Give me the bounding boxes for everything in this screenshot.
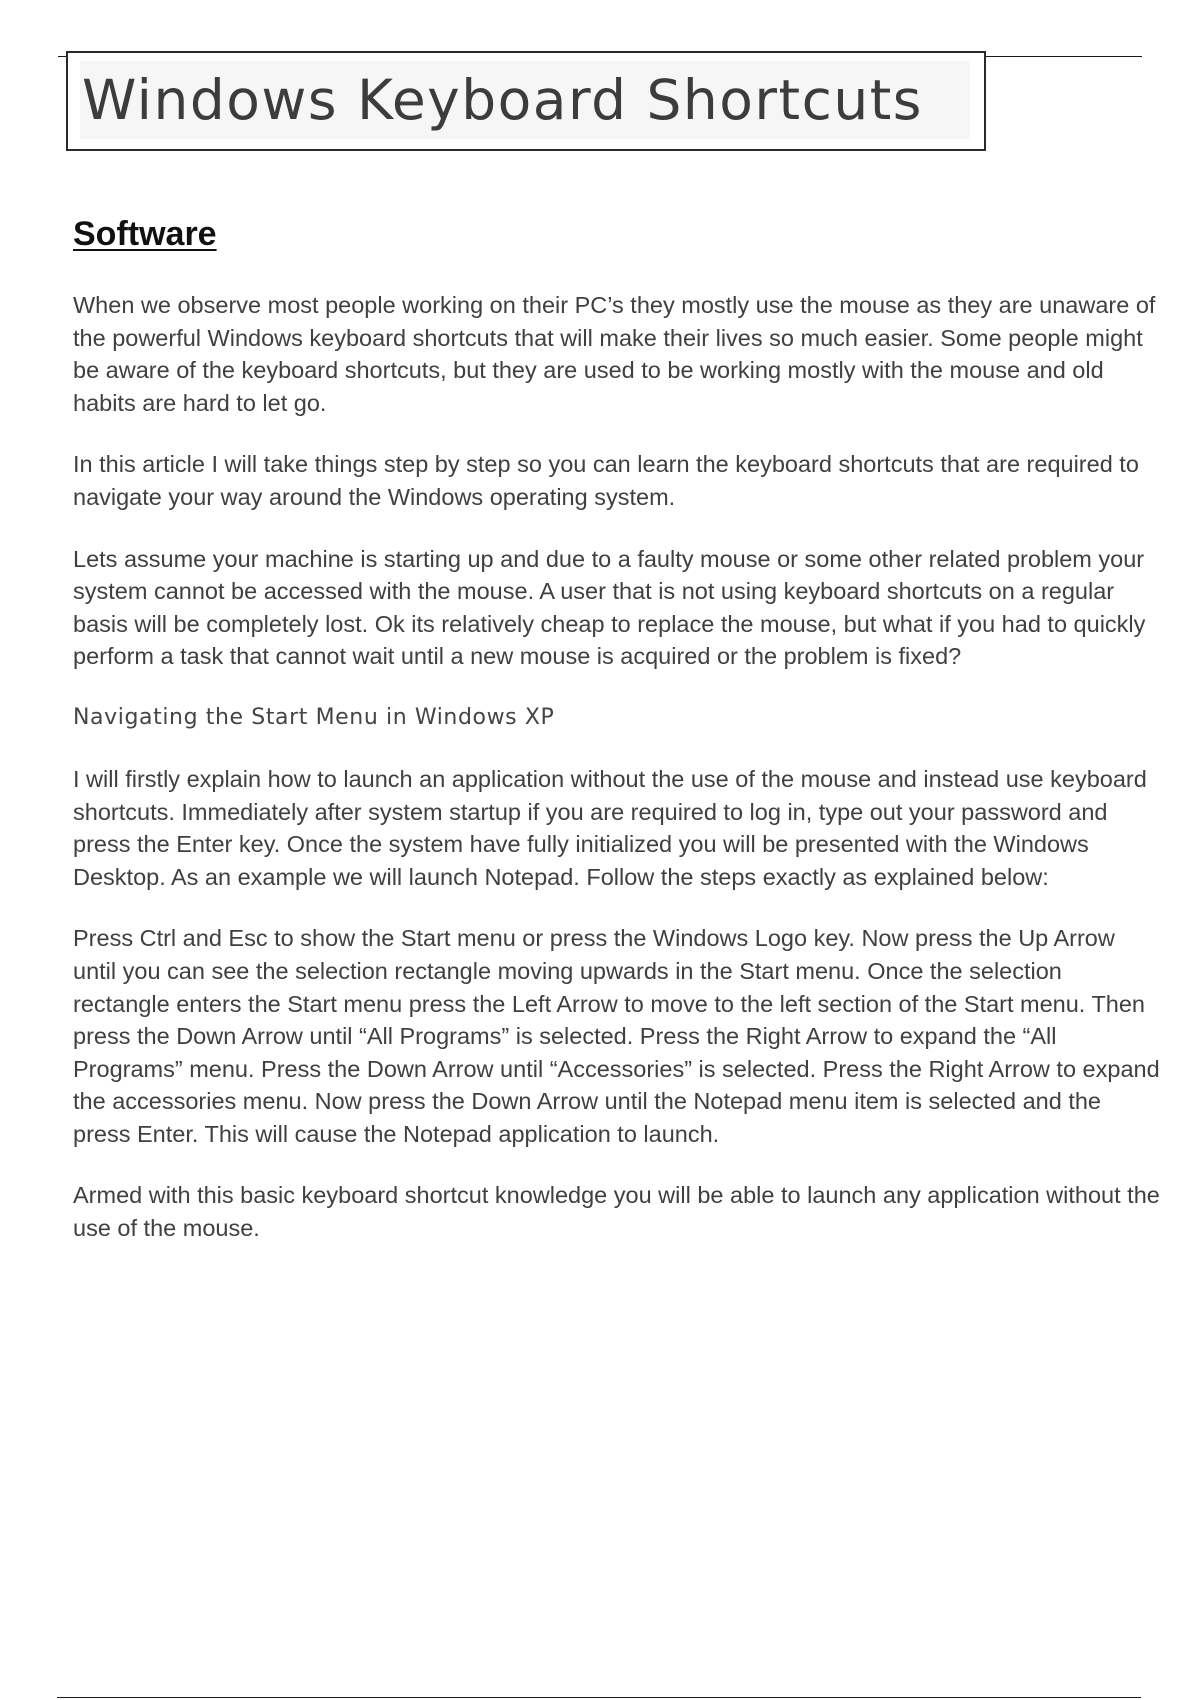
bottom-divider-line <box>57 1697 1141 1698</box>
document-title: Windows Keyboard Shortcuts <box>82 68 923 132</box>
document-body <box>73 210 1163 1274</box>
paragraph-launch-explanation: I will firstly explain how to launch an application without the use of the mouse and instead use keyboard shortcuts. Immediately after system startup if you are required to log in, type out your password and press the Enter key. Once the system have fully initialized you will be presented with the Windows Desktop. As an example we will launch Notepad. Follow the steps exactly as explained below: <box>73 765 1147 890</box>
title-box <box>66 51 986 151</box>
paragraph-article-purpose: In this article I will take things step by step so you can learn the keyboard shortcuts that are required to navigate your way around the Windows operating system. <box>73 451 1139 510</box>
section-heading: Software <box>73 215 217 253</box>
subheading-start-menu: Navigating the Start Menu in Windows XP <box>73 704 555 730</box>
paragraph-scenario: Lets assume your machine is starting up and due to a faulty mouse or some other related problem your system cannot be accessed with the mouse. A user that is not using keyboard shortcuts on a regular basis will be completely lost. Ok its relatively cheap to replace the mouse, but what if you had to quickly perform a task that cannot wait until a new mouse is acquired or the problem is fixed? <box>73 545 1146 670</box>
paragraph-conclusion: Armed with this basic keyboard shortcut knowledge you will be able to launch any application without the use of the mouse. <box>73 1182 1160 1242</box>
paragraph-intro: When we observe most people working on their PC’s they mostly use the mouse as they are unaware of the powerful Windows keyboard shortcuts that will make their lives so much easier. Some people might be aware of the keyboard shortcuts, but they are used to be working mostly with the mouse and old habits are hard to let go. <box>73 292 1156 416</box>
paragraph-steps: Press Ctrl and Esc to show the Start menu or press the Windows Logo key. Now press the Up Arrow until you can see the selection rectangle moving upwards in the Start menu. Once the selection rectangle enters the Start menu press the Left Arrow to move to the left section of the Start menu. Then press the Down Arrow until “All Programs” is selected. Press the Right Arrow to expand the “All Programs” menu. Press the Down Arrow until “Accessories” is selected. Press the Right Arrow to expand the accessories menu. Now press the Down Arrow until the Notepad menu item is selected and the press Enter. This will cause the Notepad application to launch. <box>73 925 1160 1147</box>
